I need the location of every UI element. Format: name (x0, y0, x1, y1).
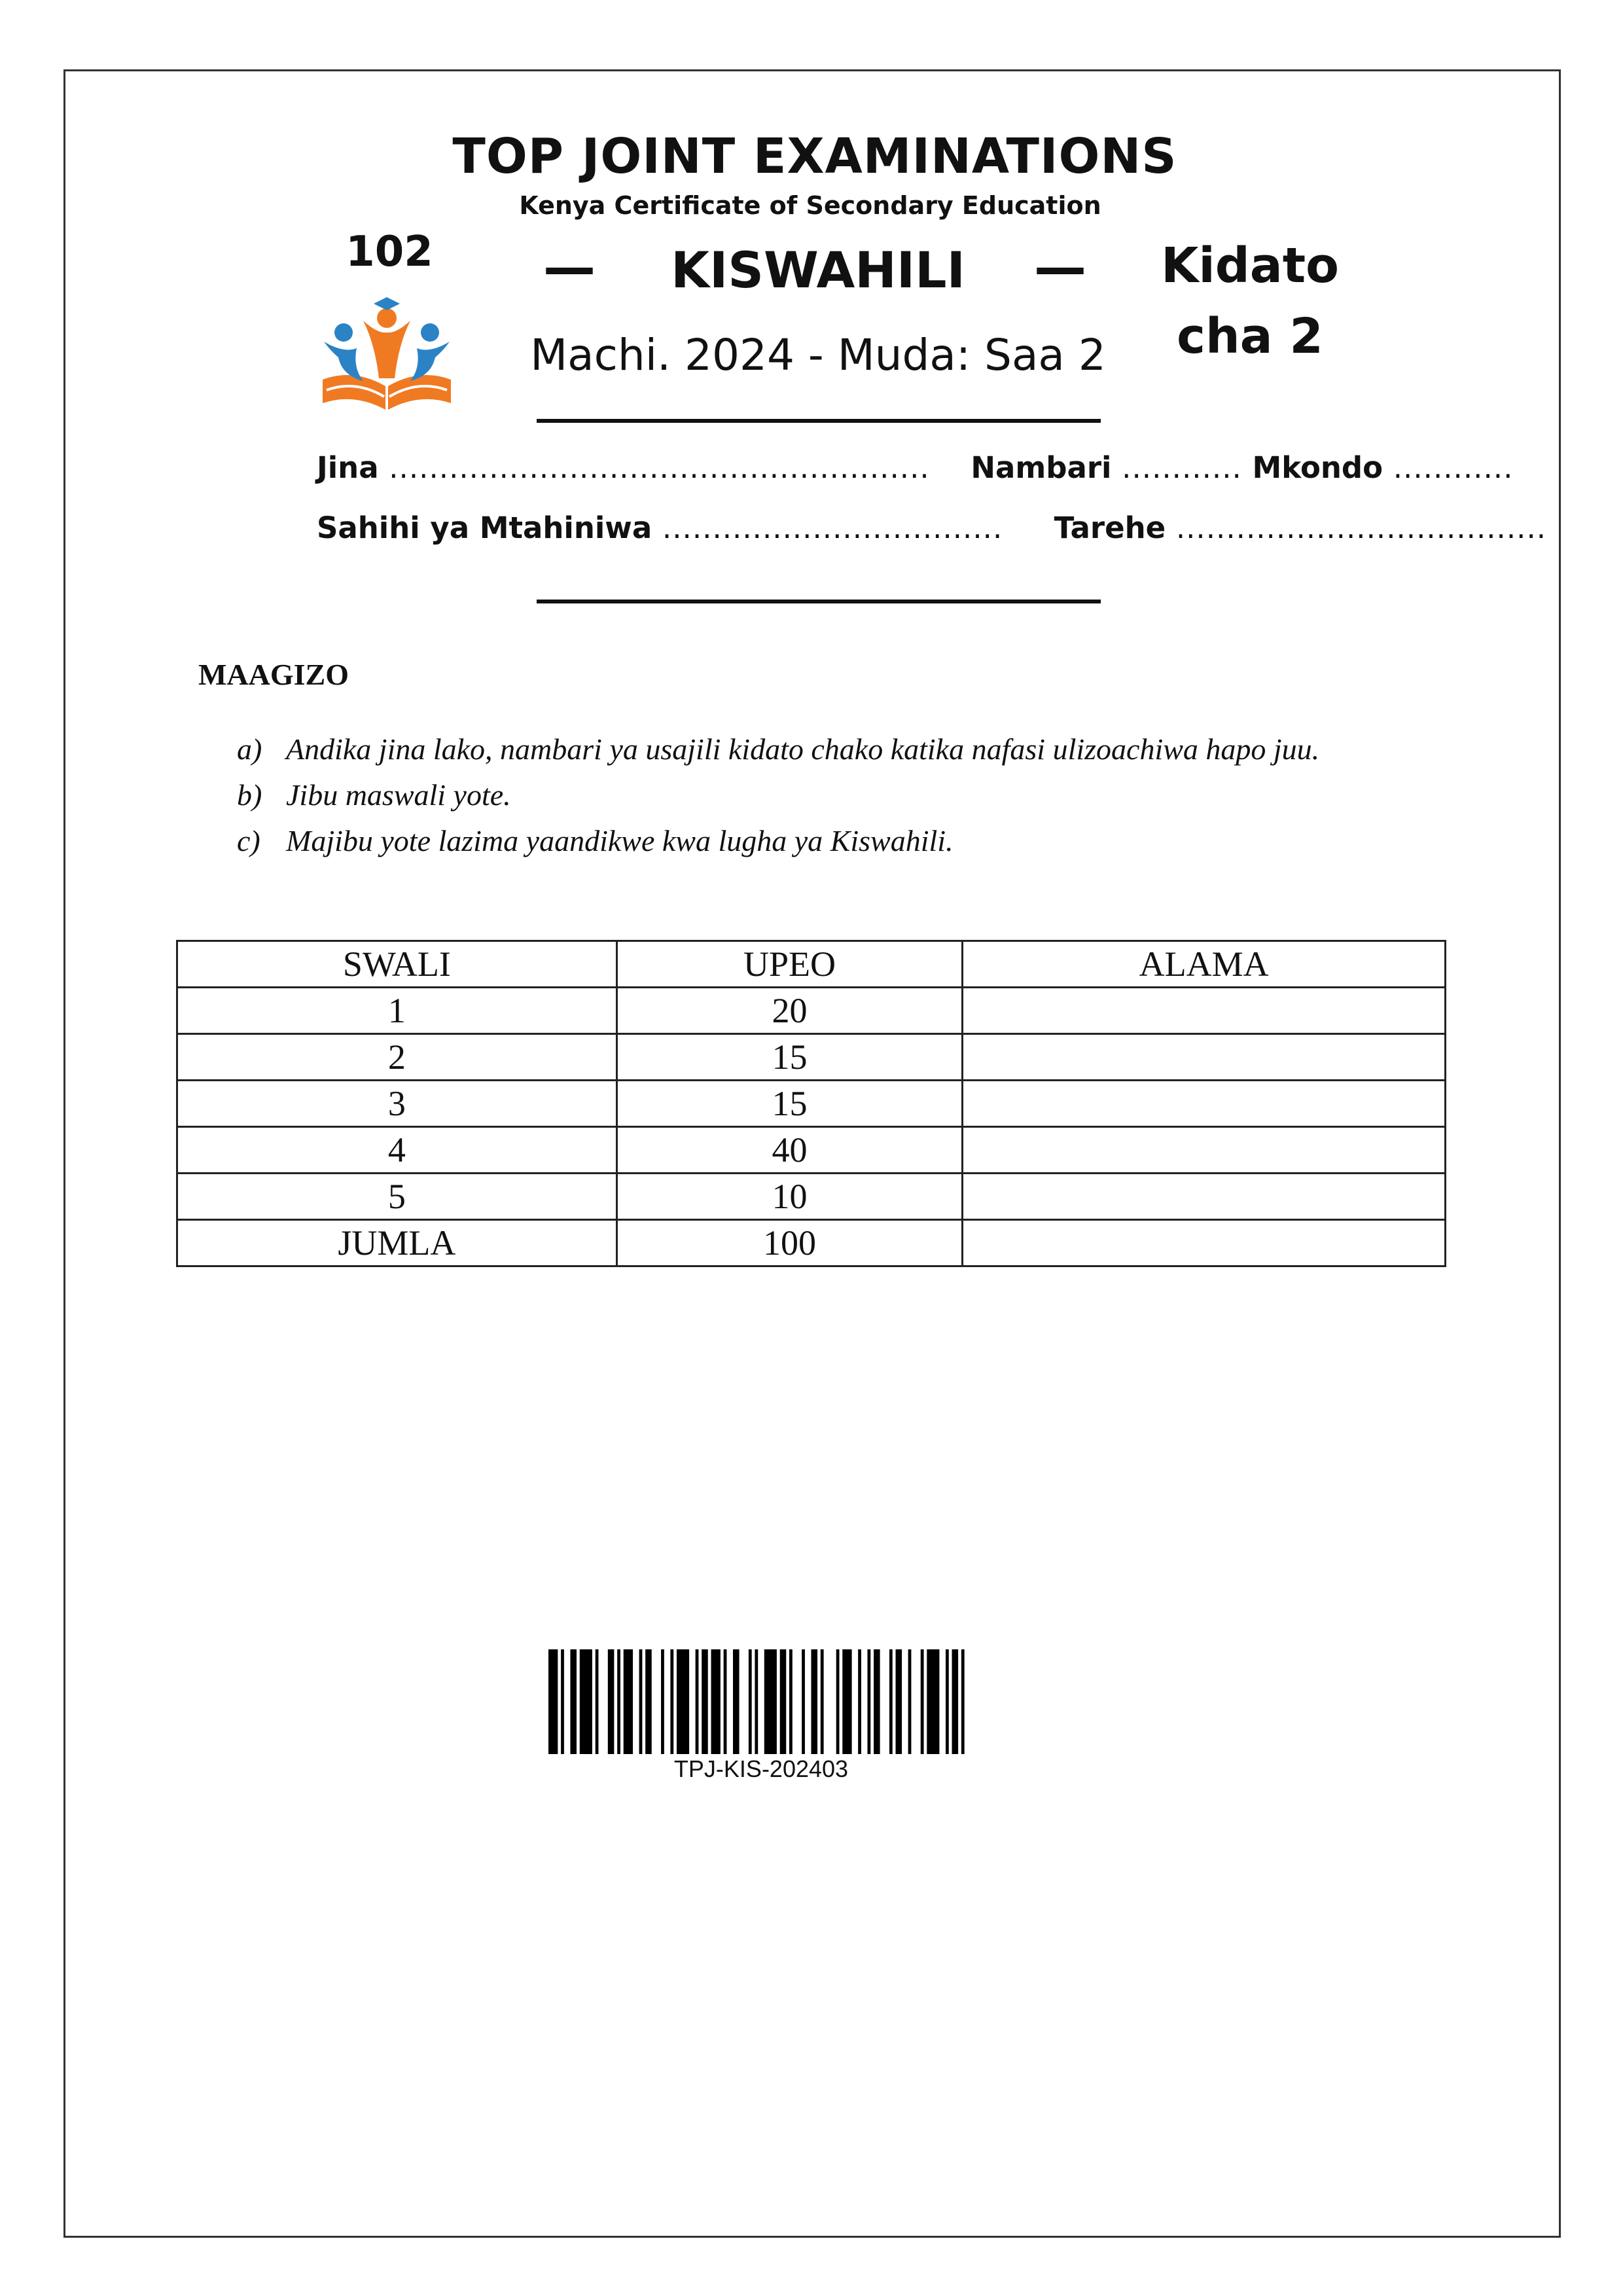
barcode-bar (821, 1649, 824, 1754)
column-header-question: SWALI (177, 941, 617, 988)
barcode-bar (755, 1649, 758, 1754)
barcode-bar (908, 1649, 912, 1754)
barcode-bar (927, 1649, 939, 1754)
date-field[interactable]: ..................................... (1175, 511, 1547, 545)
barcode-bar (617, 1649, 620, 1754)
name-label: Jina (317, 450, 379, 485)
table-row (177, 1127, 1446, 1174)
question-cell: 2 (177, 1034, 617, 1081)
instruction-text: Majibu yote lazima yaandikwe kwa lugha ya Kiswahili. (286, 824, 954, 857)
barcode-bar (952, 1649, 959, 1754)
max-cell: 100 (616, 1220, 963, 1266)
column-header-max: UPEO (616, 941, 963, 988)
max-cell: 20 (616, 988, 963, 1034)
table-header-row (177, 941, 1446, 988)
barcode-bar (580, 1649, 592, 1754)
number-label: Nambari (971, 450, 1112, 485)
stream-label: Mkondo (1252, 450, 1383, 485)
barcode-bar (811, 1649, 817, 1754)
barcode-bar (868, 1649, 871, 1754)
table-row-total (177, 1220, 1446, 1266)
instruction-label: b) (237, 778, 262, 812)
barcode-bar (789, 1649, 793, 1754)
question-cell: 3 (177, 1081, 617, 1127)
instructions-heading: MAAGIZO (198, 658, 349, 691)
instruction-item (237, 732, 1319, 766)
column-header-score: ALAMA (963, 941, 1446, 988)
barcode-bar (670, 1649, 673, 1754)
instruction-item (237, 823, 954, 858)
subject-title: KISWAHILI (671, 241, 965, 299)
date-label: Tarehe (1054, 511, 1166, 545)
barcode-bar (596, 1649, 599, 1754)
barcode-bar (624, 1649, 633, 1754)
barcode-bar (711, 1649, 721, 1754)
name-field[interactable]: ...................................................... (389, 450, 930, 485)
table-row (177, 1174, 1446, 1220)
candidate-fields-row-1 (317, 450, 1513, 485)
number-field[interactable]: ............ (1122, 450, 1242, 485)
title-dash-left: — (543, 237, 596, 298)
question-cell: 4 (177, 1127, 617, 1174)
barcode-bar (639, 1649, 643, 1754)
paper-code: 102 (346, 228, 433, 276)
title-dash-right: — (1034, 237, 1086, 298)
exam-title: TOP JOINT EXAMINATIONS (452, 128, 1177, 185)
instruction-item (237, 778, 511, 812)
header-rule-bottom (537, 600, 1101, 603)
header-rule-top (537, 419, 1101, 423)
max-cell: 15 (616, 1034, 963, 1081)
barcode-bar (645, 1649, 652, 1754)
barcode-bar (561, 1649, 564, 1754)
max-cell: 40 (616, 1127, 963, 1174)
score-cell[interactable] (963, 988, 1446, 1034)
score-cell[interactable] (963, 1034, 1446, 1081)
barcode-bar (570, 1649, 577, 1754)
max-cell: 15 (616, 1081, 963, 1127)
barcode-bar (780, 1649, 787, 1754)
question-cell: 1 (177, 988, 617, 1034)
barcode-bar (858, 1649, 861, 1754)
barcode-bar (889, 1649, 893, 1754)
barcode-bar (702, 1649, 708, 1754)
barcode-bar (836, 1649, 840, 1754)
max-cell: 10 (616, 1174, 963, 1220)
barcode-bar (608, 1649, 615, 1754)
table-row (177, 1034, 1446, 1081)
exam-subtitle: Kenya Certificate of Secondary Education (519, 191, 1101, 220)
barcode-bar (802, 1649, 805, 1754)
barcode-bar (764, 1649, 777, 1754)
instruction-label: a) (237, 732, 262, 766)
barcode-text: TPJ-KIS-202403 (673, 1755, 849, 1782)
stream-field[interactable]: ............ (1393, 450, 1514, 485)
barcode-bar (661, 1649, 664, 1754)
exam-date-duration: Machi. 2024 - Muda: Saa 2 (530, 330, 1106, 380)
signature-field[interactable]: .................................. (662, 511, 1003, 545)
barcode-bar (749, 1649, 752, 1754)
barcode-bar (677, 1649, 689, 1754)
score-cell[interactable] (963, 1127, 1446, 1174)
barcode-bar (696, 1649, 699, 1754)
candidate-fields-row-2 (317, 511, 1546, 545)
signature-label: Sahihi ya Mtahiniwa (317, 511, 652, 545)
barcode-bar (733, 1649, 740, 1754)
barcode-bar (548, 1649, 558, 1754)
barcode-bar (961, 1649, 965, 1754)
barcode-bar (842, 1649, 851, 1754)
table-row (177, 1081, 1446, 1127)
marks-table (176, 940, 1446, 1267)
instruction-text: Andika jina lako, nambari ya usajili kidato chako katika nafasi ulizoachiwa hapo juu. (286, 732, 1320, 766)
question-cell: JUMLA (177, 1220, 617, 1266)
score-cell[interactable] (963, 1081, 1446, 1127)
form-level: Kidato cha 2 (1161, 238, 1339, 365)
barcode-bar (921, 1649, 924, 1754)
score-cell[interactable] (963, 1220, 1446, 1266)
exam-logo-icon (317, 295, 456, 414)
instruction-label: c) (237, 824, 260, 857)
question-cell: 5 (177, 1174, 617, 1220)
barcode-bar (946, 1649, 949, 1754)
barcode-bar (724, 1649, 727, 1754)
barcode-bar (874, 1649, 880, 1754)
table-row (177, 988, 1446, 1034)
instruction-text: Jibu maswali yote. (286, 778, 511, 812)
barcode-bar (896, 1649, 902, 1754)
score-cell[interactable] (963, 1174, 1446, 1220)
barcode-icon (548, 1649, 974, 1754)
